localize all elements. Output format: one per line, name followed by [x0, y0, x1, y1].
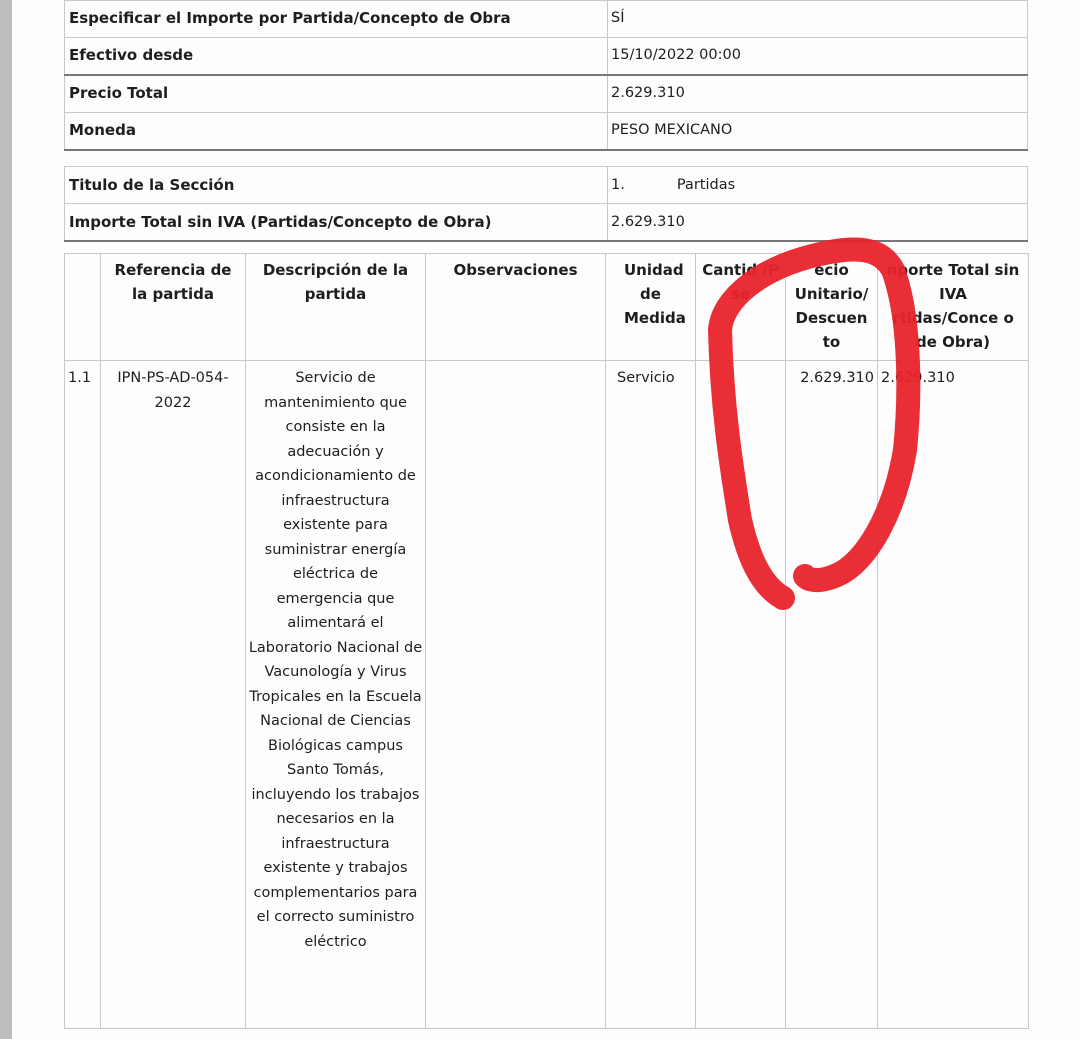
document-page — [12, 0, 1080, 1039]
header-precio: ecio Unitario/ Descuen to — [786, 254, 878, 361]
table-row — [65, 361, 1029, 1029]
header-cantidad: Cantid /P se — [696, 254, 786, 361]
section-table — [64, 166, 1028, 242]
items-table — [64, 253, 1029, 1029]
header-referencia: Referencia de la partida — [101, 254, 246, 361]
row-unidad: Servicio — [606, 361, 696, 1029]
summary-value: 2.629.310 — [608, 75, 1028, 113]
summary-label: Moneda — [65, 113, 608, 151]
header-observaciones: Observaciones — [426, 254, 606, 361]
header-importe: nporte Total sin IVA rtidas/Conce o de Obra) — [878, 254, 1029, 361]
summary-value: SÍ — [608, 1, 1028, 38]
row-observaciones — [426, 361, 606, 1029]
header-descripcion: Descripción de la partida — [246, 254, 426, 361]
row-referencia: IPN-PS-AD-054-2022 — [101, 361, 246, 1029]
summary-row — [65, 1, 1028, 38]
summary-value: 15/10/2022 00:00 — [608, 38, 1028, 76]
summary-row — [65, 75, 1028, 113]
summary-row — [65, 38, 1028, 76]
row-descripcion: Servicio de mantenimiento que consiste en la adecuación y acondicionamiento de infraestructura existente para suministrar energía eléctrica de emergencia que alimentará el Laboratorio Nacional de Vacunología y Virus Tropicales en la Escuela Nacional de Ciencias Biológicas campus Santo Tomás, incluyendo los trabajos necesarios en la infraestructura existente y trabajos complementarios para el correcto suministro eléctrico — [246, 361, 426, 1029]
header-unidad: Unidad de Medida — [606, 254, 696, 361]
row-number: 1.1 — [65, 361, 101, 1029]
section-title-row — [65, 167, 1028, 204]
summary-value: PESO MEXICANO — [608, 113, 1028, 151]
summary-table — [64, 0, 1028, 151]
section-number: 1. — [611, 177, 625, 193]
section-total-value: 2.629.310 — [608, 204, 1028, 242]
header-number — [65, 254, 101, 361]
summary-label: Efectivo desde — [65, 38, 608, 76]
row-cantidad — [696, 361, 786, 1029]
summary-label: Especificar el Importe por Partida/Concepto de Obra — [65, 1, 608, 38]
summary-label: Precio Total — [65, 75, 608, 113]
left-margin-bar — [0, 0, 12, 1039]
items-header-row — [65, 254, 1029, 361]
section-total-label: Importe Total sin IVA (Partidas/Concepto de Obra) — [65, 204, 608, 242]
section-title: Partidas — [676, 177, 736, 193]
summary-row — [65, 113, 1028, 151]
row-importe: 2.629.310 — [878, 361, 1029, 1029]
section-total-row — [65, 204, 1028, 242]
section-title-value — [608, 167, 1028, 204]
row-precio: 2.629.310 — [786, 361, 878, 1029]
section-title-label: Titulo de la Sección — [65, 167, 608, 204]
